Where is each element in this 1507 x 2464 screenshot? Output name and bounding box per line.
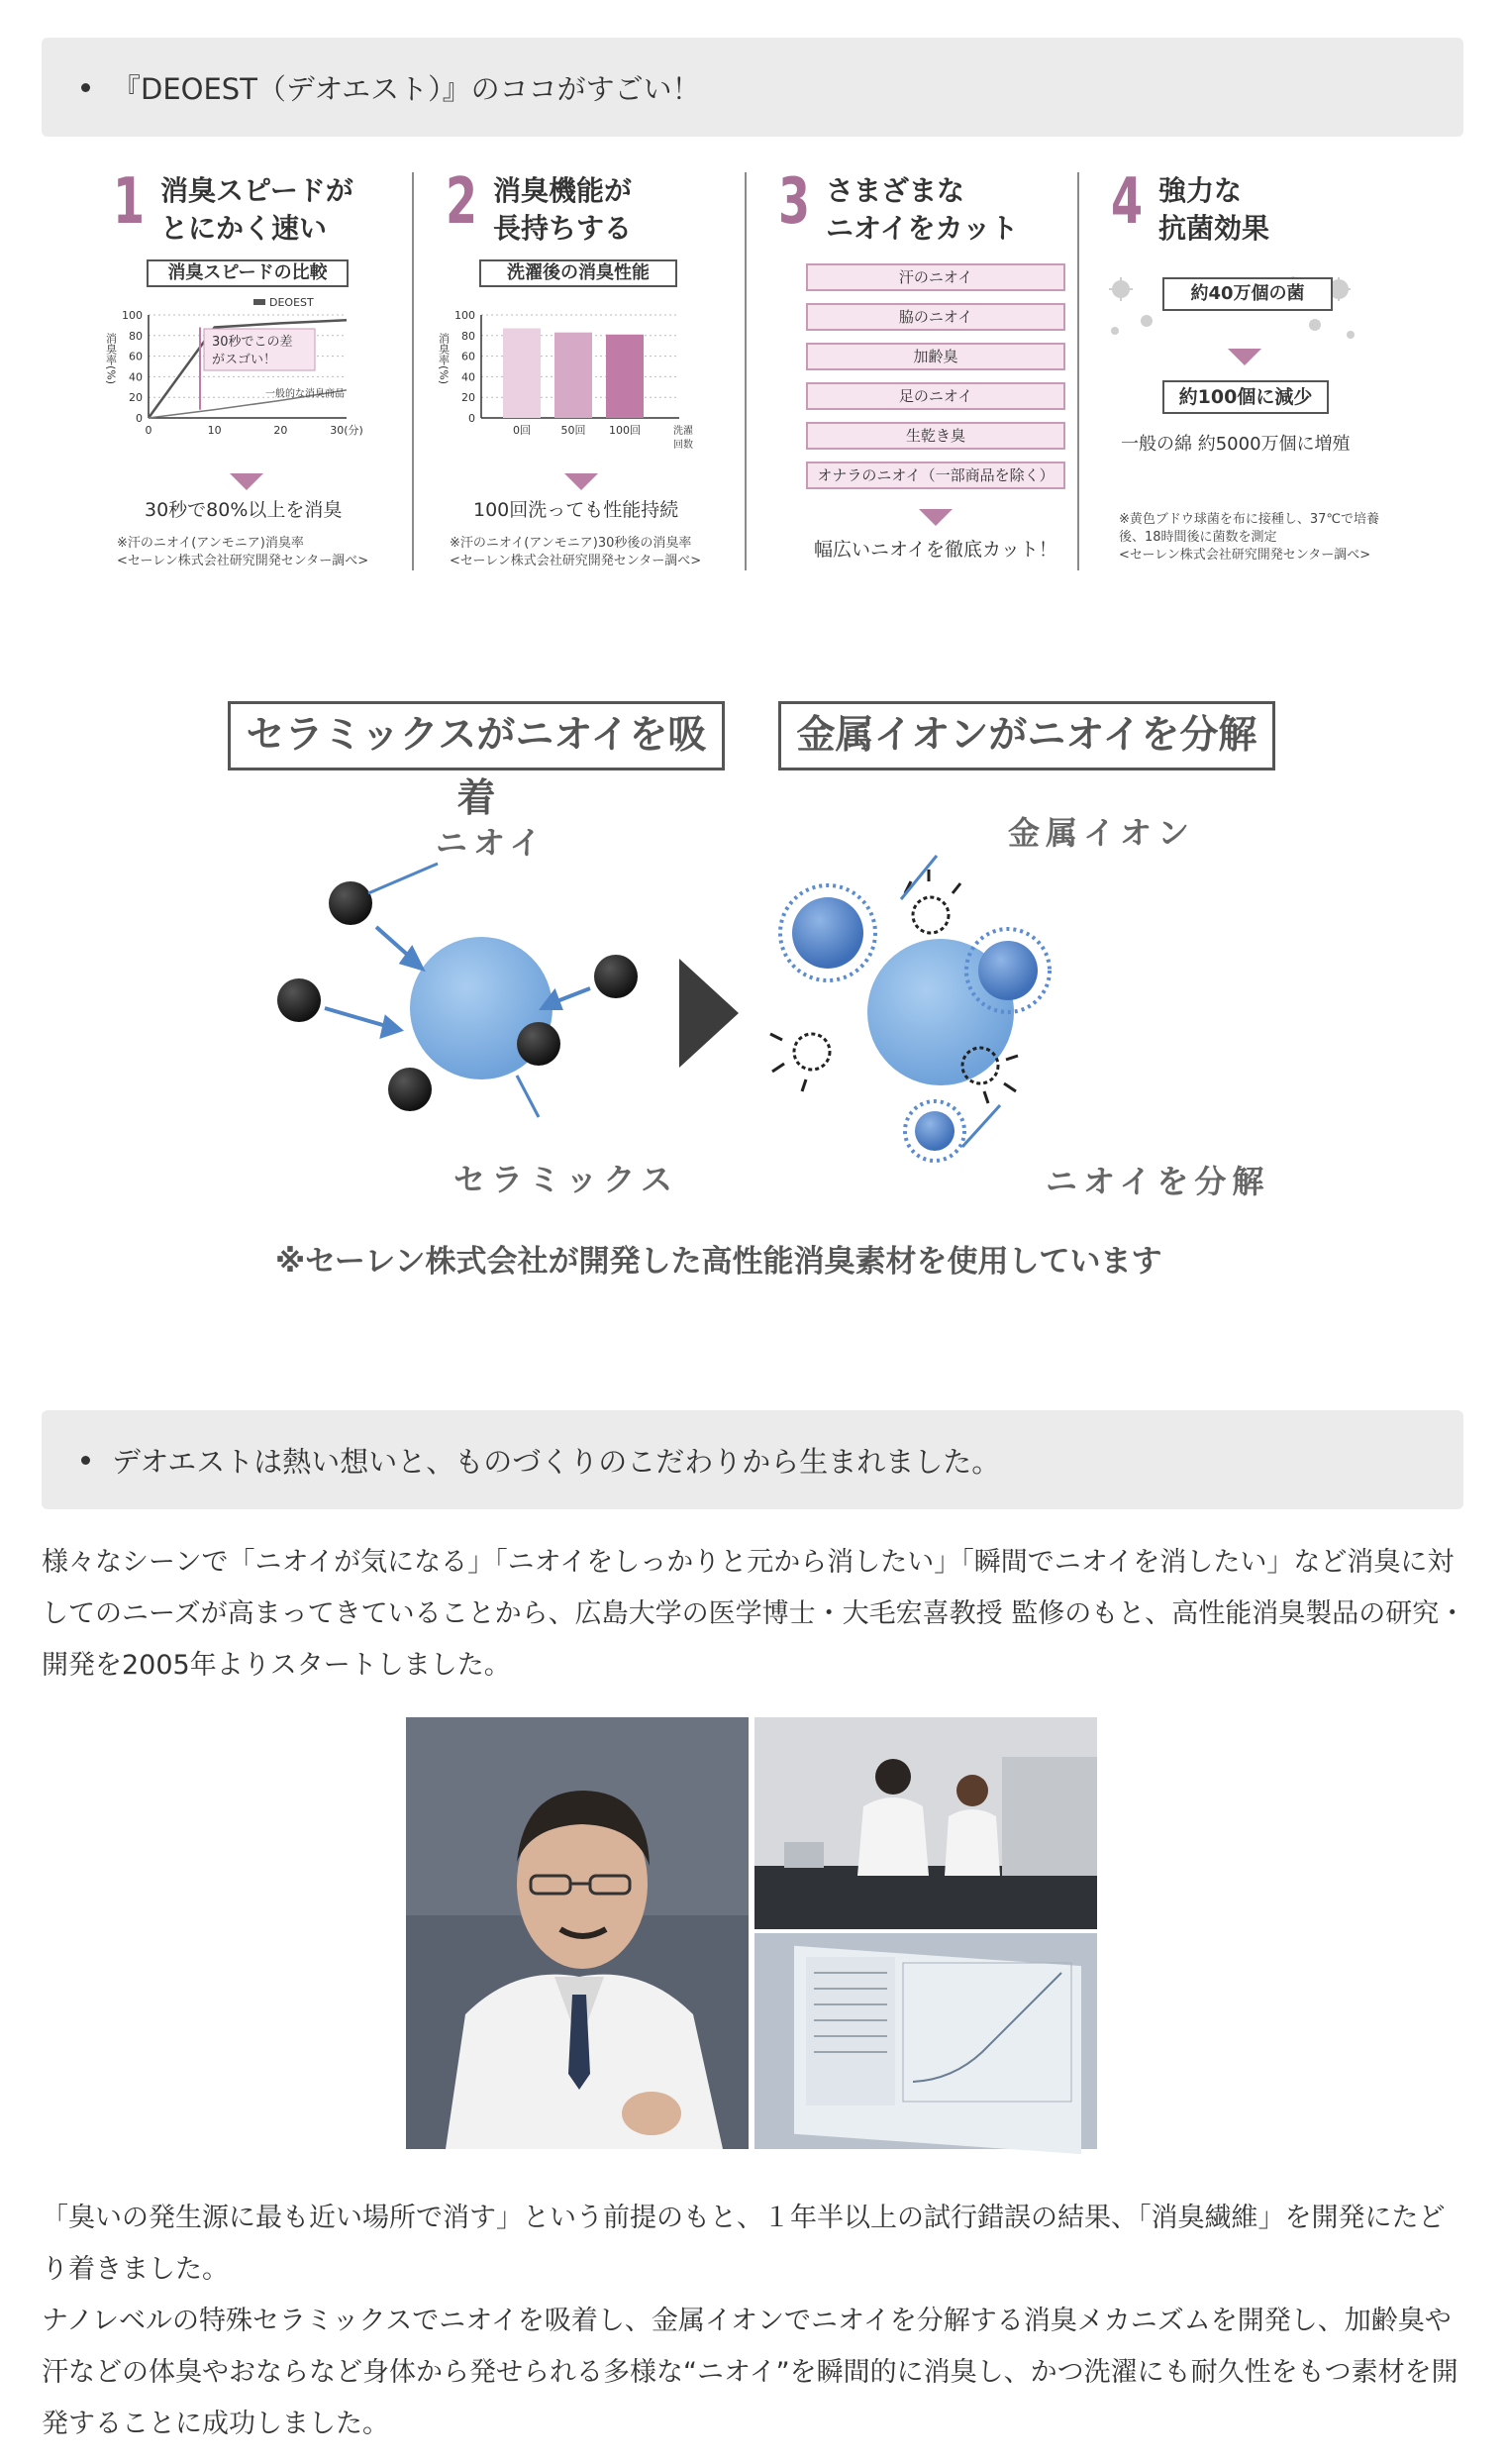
ceramic-title: セラミックスがニオイを吸着 <box>228 701 725 770</box>
feature-number: 3 <box>778 165 811 239</box>
mechanism-note: ※セーレン株式会社が開発した高性能消臭素材を使用しています <box>275 1244 1162 1280</box>
down-arrow-icon <box>564 473 598 490</box>
heading-text: デオエストは熱い想いと、ものづくりのこだわりから生まれました。 <box>112 1444 1001 1479</box>
y-tick-label: 80 <box>129 329 143 343</box>
bullet-icon <box>81 1456 90 1465</box>
mechanism-diagram <box>228 701 1287 1295</box>
feature-title: さまざまな ニオイをカット <box>826 174 1019 245</box>
feature-title: 強力な 抗菌効果 <box>1158 174 1270 245</box>
bar <box>503 329 541 418</box>
feature-panel-1 <box>95 166 412 578</box>
ceramic-label: セラミックス <box>453 1161 679 1198</box>
y-tick-label: 40 <box>129 370 143 384</box>
monitor-image <box>754 1933 1097 2149</box>
y-tick-label: 100 <box>122 309 143 322</box>
callout-text: 30秒でこの差 <box>212 335 293 350</box>
feature-result: 100回洗っても性能持続 <box>473 499 679 521</box>
bar <box>554 333 592 418</box>
feature-panel-3 <box>760 166 1077 578</box>
panel-divider <box>1077 172 1079 570</box>
feature-number: 1 <box>113 165 146 239</box>
y-axis-label: 消臭率(%) <box>104 333 118 385</box>
line-chart <box>104 293 406 452</box>
odor-item: 脇のニオイ <box>806 303 1065 331</box>
x-tick-label: 0 <box>145 424 152 437</box>
panel-divider <box>745 172 747 570</box>
monitor-photo <box>754 1933 1097 2149</box>
legend-swatch <box>253 299 265 305</box>
footnote: ※汗のニオイ(アンモニア)30秒後の消臭率 <セーレン株式会社研究開発センター調べ> <box>450 536 702 568</box>
development-paragraph: 「臭いの発生源に最も近い場所で消す」という前提のもと、１年半以上の試行錯誤の結果、「消臭繊維」を開発にたどり着きました。 ナノレベルの特殊セラミックスでニオイを吸着し、金属イオンでニオイを分解する消臭メカニズムを開発し、加齢臭や汗などの体臭やおならなど身体から発せられる多様な“ニオイ”を瞬間的に消臭し、かつ洗濯にも耐久性をもつ素材を開発することに成功しました。 <box>42 2203 1458 2439</box>
feature-panel-2 <box>428 166 745 578</box>
feature-title: 消臭機能が 長持ちする <box>493 174 633 245</box>
y-tick-label: 80 <box>461 329 475 343</box>
odor-item: 加齢臭 <box>806 343 1065 370</box>
ion-label: 金属イオン <box>1008 814 1196 852</box>
bacteria-after: 約100個に減少 <box>1162 380 1329 414</box>
intro-paragraph: 様々なシーンで「ニオイが気になる」「ニオイをしっかりと元から消したい」「瞬間でニオイを消したい」など消臭に対してのニーズが高まってきていることから、広島大学の医学博士・大毛宏喜教授 監修のもと、高性能消臭製品の研究・開発を2005年よりスタートしました。 <box>42 1547 1466 1681</box>
down-arrow-icon <box>919 509 953 526</box>
y-tick-label: 40 <box>461 370 475 384</box>
lab-photo <box>754 1717 1097 1929</box>
callout-text: がスゴい！ <box>212 353 277 367</box>
x-tick-label: 50回 <box>560 424 586 437</box>
y-axis-label: 消臭率(%) <box>437 333 451 385</box>
section-heading-story <box>42 1410 1463 1509</box>
bacteria-compare: 一般の綿 約5000万個に増殖 <box>1121 434 1351 455</box>
x-axis-label: 回数 <box>673 440 693 451</box>
feature-result: 30秒で80%以上を消臭 <box>145 499 343 521</box>
odor-label: ニオイ <box>436 824 548 862</box>
y-tick-label: 20 <box>129 391 143 405</box>
down-arrow-icon <box>1228 349 1261 365</box>
x-axis-label: 洗濯 <box>673 426 693 437</box>
chart-subheading: 洗濯後の消臭性能 <box>479 259 677 287</box>
footnote: ※汗のニオイ(アンモニア)消臭率 <セーレン株式会社研究開発センター調べ> <box>117 536 369 568</box>
footnote: ※黄色ブドウ球菌を布に接種し、37℃で培養 後、18時間後に菌数を測定 <セーレン株式会社研究開発センター調べ> <box>1119 512 1380 563</box>
heading-text: 『DEOEST（デオエスト）』のココがすごい！ <box>112 71 701 106</box>
x-tick-label: 10 <box>207 424 222 437</box>
odor-item: 生乾き臭 <box>806 422 1065 450</box>
x-tick-label: 100回 <box>609 424 641 437</box>
decompose-label: ニオイを分解 <box>1046 1163 1270 1200</box>
x-tick-label: 30(分) <box>330 424 363 437</box>
lab-image <box>754 1717 1097 1929</box>
chart-subheading: 消臭スピードの比較 <box>147 259 349 287</box>
professor-photo <box>406 1717 749 2149</box>
x-tick-label: 20 <box>273 424 288 437</box>
y-tick-label: 20 <box>461 391 475 405</box>
legend-generic: 一般的な消臭商品 <box>265 388 345 400</box>
panel-divider <box>412 172 414 570</box>
feature-panels <box>95 166 1412 578</box>
feature-result: 幅広いニオイを徹底カット！ <box>814 539 1057 561</box>
bar-chart <box>437 293 739 475</box>
odor-item: オナラのニオイ（一部商品を除く） <box>806 462 1065 489</box>
bar <box>606 335 644 418</box>
y-tick-label: 100 <box>454 309 475 322</box>
y-tick-label: 60 <box>461 350 475 363</box>
section-heading-features <box>42 38 1463 137</box>
feature-panel-4 <box>1093 166 1410 578</box>
odor-item: 足のニオイ <box>806 382 1065 410</box>
feature-number: 2 <box>446 165 478 239</box>
odor-item: 汗のニオイ <box>806 263 1065 291</box>
next-arrow-icon <box>679 959 739 1068</box>
y-tick-label: 0 <box>136 412 143 425</box>
y-tick-label: 60 <box>129 350 143 363</box>
bullet-icon <box>81 83 90 92</box>
y-tick-label: 0 <box>468 412 475 425</box>
ion-title: 金属イオンがニオイを分解 <box>778 701 1275 770</box>
feature-number: 4 <box>1111 165 1144 239</box>
legend-deoest: DEOEST <box>269 296 314 309</box>
bacteria-before: 約40万個の菌 <box>1162 277 1333 311</box>
x-tick-label: 0回 <box>513 424 531 437</box>
feature-title: 消臭スピードが とにかく速い <box>160 174 353 245</box>
down-arrow-icon <box>230 473 263 490</box>
professor-image <box>406 1717 749 2149</box>
